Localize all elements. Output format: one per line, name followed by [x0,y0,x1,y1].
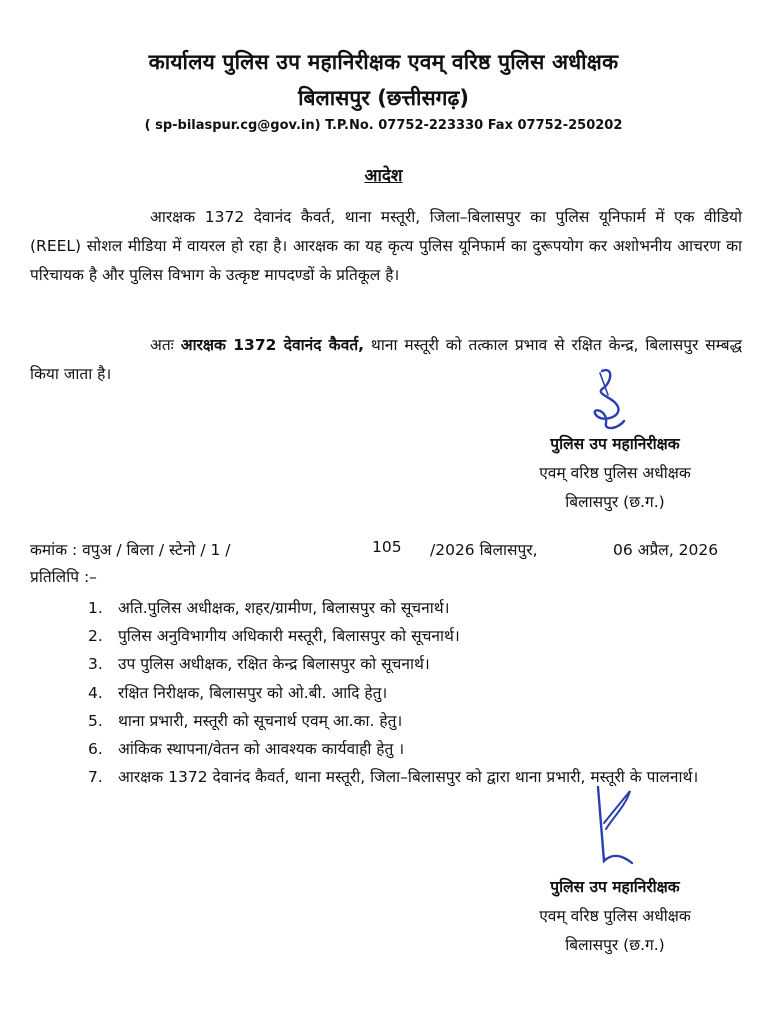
list-item-number: 4. [88,683,103,702]
dispatch-number: 105 [372,538,402,556]
signature-location: बिलासपुर (छ.ग.) [565,493,665,511]
list-item [88,622,742,650]
copy-label: प्रतिलिपि :– [30,568,97,586]
order-paragraph-2-prefix: अतः [150,336,181,354]
list-item-number: 1. [88,599,103,617]
office-location: बिलासपुर (छत्तीसगढ़) [298,86,469,110]
list-item-text: रक्षित निरीक्षक, बिलासपुर को ओ.बी. आदि हेतु। [118,683,388,702]
list-item-text: थाना प्रभारी, मस्तूरी को सूचनार्थ एवम् आ.का. हेतु। [118,711,403,730]
list-item-number: 2. [88,627,103,646]
signature-block-2 [470,873,760,960]
list-item [88,707,742,735]
list-item [88,594,742,622]
list-item-text: पुलिस अनुविभागीय अधिकारी मस्तूरी, बिलासपुर को सूचनार्थ। [118,627,460,646]
list-item-text: आरक्षक 1372 देवानंद कैवर्त, थाना मस्तूरी, जिला–बिलासपुर को द्वारा थाना प्रभारी, मस्तूरी के पालनार्थ। [118,768,699,787]
signature-title: पुलिस उप महानिरीक्षक [550,435,680,453]
office-title: कार्यालय पुलिस उप महानिरीक्षक एवम् वरिष्ठ पुलिस अधीक्षक [148,50,619,74]
signature-location: बिलासपुर (छ.ग.) [565,936,665,954]
reference-date: 06 अप्रैल, 2026 [613,541,719,559]
list-item-text: अति.पुलिस अधीक्षक, शहर/ग्रामीण, बिलासपुर को सूचनार्थ। [118,599,450,617]
list-item-text: आंकिक स्थापना/वेतन को आवश्यक कार्यवाही हेतु । [118,740,405,759]
reference-number: कमांक : वपुअ / बिला / स्टेनो / 1 / [30,541,231,559]
order-paragraph-2-constable: आरक्षक 1372 देवानंद कैवर्त, [180,336,365,354]
copy-list [88,594,742,791]
list-item [88,679,742,707]
signature-designation: एवम् वरिष्ठ पुलिस अधीक्षक [539,464,691,482]
reference-line [30,538,742,567]
list-item-number: 7. [88,768,103,787]
office-contact: ( sp-bilaspur.cg@gov.in) T.P.No. 07752-223330 Fax 07752-250202 [144,118,623,133]
list-item [88,650,742,678]
order-title-text: आदेश [364,166,403,186]
list-item-number: 6. [88,740,103,759]
signature-designation: एवम् वरिष्ठ पुलिस अधीक्षक [539,907,691,925]
signature-1 [588,365,638,440]
signature-2 [590,783,638,868]
list-item [88,763,742,791]
reference-year-place: /2026 बिलासपुर, [430,541,538,559]
signature-title: पुलिस उप महानिरीक्षक [550,878,680,896]
list-item-text: उप पुलिस अधीक्षक, रक्षित केन्द्र बिलासपुर को सूचनार्थ। [118,655,430,674]
order-paragraph-1: आरक्षक 1372 देवानंद कैवर्त, थाना मस्तूरी, जिला–बिलासपुर का पुलिस यूनिफार्म में एक वीडियो (REEL) सोशल मीडिया में वायरल हो रहा है। आरक्षक का यह कृत्य पुलिस यूनिफार्म का दुरूपयोग कर अशोभनीय आचरण का परिचायक है और पुलिस विभाग के उत्कृष्ट मापदण्डों के प्रतिकूल है। [30,208,742,284]
order-paragraph-2-rest: थाना मस्तूरी को तत्काल प्रभाव से रक्षित केन्द्र, बिलासपुर सम्बद्ध किया जाता है। [30,336,743,383]
order-title [0,163,767,186]
list-item [88,735,742,763]
signature-block-1 [470,430,760,517]
list-item-number: 3. [88,655,103,674]
list-item-number: 5. [88,711,103,730]
